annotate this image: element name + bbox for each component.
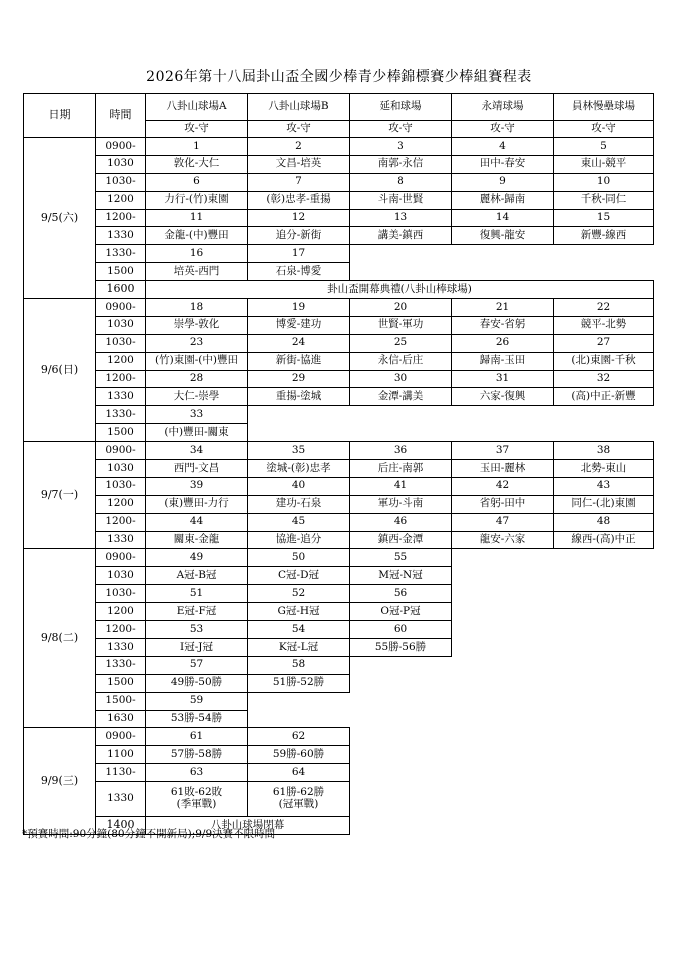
game-number: 43: [554, 477, 654, 495]
game-number: 25: [350, 334, 452, 352]
matchup-teams: 重揚-塗城: [275, 390, 322, 403]
game-number: 19: [248, 299, 350, 317]
game-number: 15: [554, 209, 654, 227]
game-number: 49: [146, 549, 248, 567]
game-number: 47: [452, 513, 554, 531]
empty-area: [452, 585, 654, 621]
matchup: [452, 352, 554, 370]
date-cell: 9/9(三): [24, 728, 96, 835]
matchup-teams: 斗南-世賢: [377, 193, 424, 206]
matchup-teams: 55勝-56勝: [374, 640, 427, 653]
matchup-teams: 金龍-(中)豐田: [164, 229, 229, 242]
game-number: 5: [554, 138, 654, 156]
game-number: 28: [146, 370, 248, 388]
matchup: [146, 495, 248, 513]
matchup-teams: 61敗-62敗: [170, 786, 223, 799]
time-start: 1330-: [96, 245, 146, 263]
venue-header: 延和球場: [350, 94, 452, 121]
game-number: 30: [350, 370, 452, 388]
date-cell: 9/6(日): [24, 299, 96, 442]
matchup: [248, 352, 350, 370]
time-start: 1030-: [96, 477, 146, 495]
matchup-teams: 新街-協進: [275, 354, 322, 367]
time-start: 0900-: [96, 728, 146, 746]
side-label: 攻-守: [452, 121, 554, 138]
time-start: 1200-: [96, 621, 146, 639]
matchup-teams: 省躬-田中: [479, 497, 526, 510]
matchup: [350, 316, 452, 334]
matchup-teams: 玉田-麗林: [479, 461, 526, 474]
game-number: 34: [146, 442, 248, 460]
matchup-teams: 講美-鎮西: [377, 229, 424, 242]
time-start: 1030-: [96, 334, 146, 352]
match-type: (季軍戰): [176, 798, 217, 811]
matchup-teams: 龍安-六家: [479, 533, 526, 546]
matchup: [350, 155, 452, 173]
matchup: [146, 263, 248, 281]
matchup-teams: 軍功-斗南: [377, 497, 424, 510]
matchup-teams: 東山-競平: [580, 157, 627, 170]
game-number: 42: [452, 477, 554, 495]
matchup: [452, 388, 554, 406]
game-number: 29: [248, 370, 350, 388]
matchup: [248, 263, 350, 281]
game-number: 6: [146, 173, 248, 191]
matchup: [248, 191, 350, 209]
matchup-teams: 新豐-線西: [580, 229, 627, 242]
matchup-teams: G冠-H冠: [277, 604, 320, 617]
time-end: 1330: [96, 638, 146, 656]
venue-header: 八卦山球場B: [248, 94, 350, 121]
matchup-teams: 培英-西門: [173, 264, 220, 277]
matchup: [350, 191, 452, 209]
matchup: [146, 388, 248, 406]
game-number: 41: [350, 477, 452, 495]
time-start: 1030-: [96, 173, 146, 191]
time-start: 1330-: [96, 406, 146, 424]
matchup: [554, 316, 654, 334]
matchup: [350, 638, 452, 656]
time-end: 1030: [96, 155, 146, 173]
matchup-teams: 田中-春安: [479, 157, 526, 170]
game-number: 16: [146, 245, 248, 263]
matchup-teams: 敦化-大仁: [173, 157, 220, 170]
matchup: [350, 495, 452, 513]
matchup: [554, 388, 654, 406]
game-number: 8: [350, 173, 452, 191]
matchup-teams: 53勝-54勝: [170, 712, 223, 725]
matchup-teams: 大仁-崇學: [173, 390, 220, 403]
game-number: 52: [248, 585, 350, 603]
matchup-teams: M冠-N冠: [378, 568, 423, 581]
game-number: 59: [146, 692, 248, 710]
matchup-teams: 金潭-講美: [377, 390, 424, 403]
game-number: 48: [554, 513, 654, 531]
game-number: 4: [452, 138, 554, 156]
game-number: 35: [248, 442, 350, 460]
matchup-teams: A冠-B冠: [176, 568, 217, 581]
game-number: 9: [452, 173, 554, 191]
game-number: 31: [452, 370, 554, 388]
matchup-teams: 59勝-60勝: [272, 747, 325, 760]
matchup-teams: 崇學-敦化: [173, 318, 220, 331]
game-number: 51: [146, 585, 248, 603]
game-number: 58: [248, 656, 350, 674]
time-start: 0900-: [96, 549, 146, 567]
matchup: [248, 531, 350, 549]
time-header: 時間: [96, 94, 146, 138]
game-number: 63: [146, 764, 248, 782]
game-number: 3: [350, 138, 452, 156]
matchup-teams: 南郭-永信: [377, 157, 424, 170]
time-start: 1030-: [96, 585, 146, 603]
matchup-teams: 57勝-58勝: [170, 747, 223, 760]
date-header: 日期: [24, 94, 96, 138]
empty-area: [452, 621, 654, 657]
matchup-teams: 世賢-軍功: [377, 318, 424, 331]
game-number: 26: [452, 334, 554, 352]
matchup: [146, 460, 248, 478]
matchup: [554, 155, 654, 173]
page-title: 2026年第十八屆卦山盃全國少棒青少棒錦標賽少棒組賽程表: [146, 69, 532, 85]
empty-area: [350, 656, 654, 692]
matchup: [350, 567, 452, 585]
matchup-teams: 博愛-建功: [275, 318, 322, 331]
matchup: [248, 388, 350, 406]
matchup-teams: 競平-北勢: [580, 318, 627, 331]
matchup-teams: O冠-P冠: [380, 604, 421, 617]
time-start: 1330-: [96, 656, 146, 674]
matchup: [146, 191, 248, 209]
matchup: [248, 674, 350, 692]
game-number: 38: [554, 442, 654, 460]
matchup-teams: (北)東園-千秋: [571, 354, 636, 367]
game-number: 55: [350, 549, 452, 567]
time-end: 1030: [96, 567, 146, 585]
matchup-teams: 關東-金龍: [173, 533, 220, 546]
matchup-teams: 北勢-東山: [580, 461, 627, 474]
matchup: [452, 531, 554, 549]
game-number: 32: [554, 370, 654, 388]
matchup-teams: 歸南-玉田: [479, 354, 526, 367]
game-number: 2: [248, 138, 350, 156]
matchup: [350, 460, 452, 478]
matchup: [554, 531, 654, 549]
venue-header: 八卦山球場A: [146, 94, 248, 121]
matchup-teams: 追分-新街: [275, 229, 322, 242]
time-start: 1130-: [96, 764, 146, 782]
empty-area: [248, 692, 654, 728]
side-label: 攻-守: [554, 121, 654, 138]
game-number: 11: [146, 209, 248, 227]
time-start: 1200-: [96, 209, 146, 227]
match-type: (冠軍戰): [278, 798, 319, 811]
matchup-teams: 49勝-50勝: [170, 676, 223, 689]
event-cell: 卦山盃開幕典禮(八卦山棒球場): [146, 281, 654, 299]
time-end: 1200: [96, 603, 146, 621]
date-cell: 9/7(一): [24, 442, 96, 549]
matchup-teams: 線西-(高)中正: [571, 533, 636, 546]
game-number: 20: [350, 299, 452, 317]
matchup: [554, 227, 654, 245]
date-cell: 9/8(二): [24, 549, 96, 728]
matchup: [452, 495, 554, 513]
matchup-teams: 建功-石泉: [275, 497, 322, 510]
matchup-teams: 千秋-同仁: [580, 193, 627, 206]
time-end: 1200: [96, 191, 146, 209]
matchup-teams: 春安-省躬: [479, 318, 526, 331]
game-number: 50: [248, 549, 350, 567]
matchup: [350, 352, 452, 370]
game-number: 21: [452, 299, 554, 317]
date-cell: 9/5(六): [24, 138, 96, 299]
time-end: 1030: [96, 460, 146, 478]
time-start: 0900-: [96, 299, 146, 317]
game-number: 40: [248, 477, 350, 495]
game-number: 14: [452, 209, 554, 227]
matchup: [146, 638, 248, 656]
matchup: [452, 191, 554, 209]
game-number: 12: [248, 209, 350, 227]
matchup: [350, 388, 452, 406]
matchup-teams: 石泉-博愛: [275, 264, 322, 277]
empty-area: [350, 728, 654, 764]
matchup-teams: (彰)忠孝-重揚: [266, 193, 331, 206]
time-end: 1330: [96, 227, 146, 245]
time-cell: 1600: [96, 281, 146, 299]
game-number: 54: [248, 621, 350, 639]
time-end: 1200: [96, 352, 146, 370]
matchup: [350, 603, 452, 621]
side-label: 攻-守: [248, 121, 350, 138]
matchup: [452, 316, 554, 334]
time-end: 1030: [96, 316, 146, 334]
matchup: [554, 191, 654, 209]
matchup-teams: 塗城-(彰)忠孝: [266, 461, 331, 474]
empty-area: [350, 245, 654, 281]
game-number: 33: [146, 406, 248, 424]
game-number: 17: [248, 245, 350, 263]
time-end: 1100: [96, 746, 146, 764]
time-start: 0900-: [96, 442, 146, 460]
matchup: [452, 460, 554, 478]
matchup-teams: 鎮西-金潭: [377, 533, 424, 546]
game-number: 27: [554, 334, 654, 352]
time-end: 1330: [96, 782, 146, 817]
matchup: [146, 674, 248, 692]
game-number: 23: [146, 334, 248, 352]
empty-area: [248, 406, 654, 442]
time-start: 1500-: [96, 692, 146, 710]
matchup: [146, 155, 248, 173]
footnote: *預賽時間:90分鐘(80分鐘不開新局);9/9決賽不限時間: [22, 828, 276, 840]
time-end: 1500: [96, 674, 146, 692]
matchup: [248, 495, 350, 513]
matchup-teams: (東)豐田-力行: [164, 497, 229, 510]
matchup-teams: I冠-J冠: [180, 640, 213, 653]
game-number: 10: [554, 173, 654, 191]
matchup: [452, 227, 554, 245]
matchup-teams: (竹)東園-(中)豐田: [155, 354, 238, 367]
time-end: 1330: [96, 388, 146, 406]
game-number: 45: [248, 513, 350, 531]
game-number: 62: [248, 728, 350, 746]
time-end: 1630: [96, 710, 146, 728]
empty-area: [452, 549, 654, 585]
matchup: [554, 352, 654, 370]
matchup-teams: C冠-D冠: [277, 568, 319, 581]
time-start: 1200-: [96, 513, 146, 531]
game-number: 57: [146, 656, 248, 674]
matchup-teams: 61勝-62勝: [272, 786, 325, 799]
matchup-teams: 文昌-培英: [275, 157, 322, 170]
matchup-teams: 復興-龍安: [479, 229, 526, 242]
event-cell: 八卦山球場閉幕: [146, 817, 350, 835]
game-number: 61: [146, 728, 248, 746]
game-number: 13: [350, 209, 452, 227]
game-number: 7: [248, 173, 350, 191]
matchup-teams: 后庄-南郭: [377, 461, 424, 474]
matchup-teams: 麗林-歸南: [479, 193, 526, 206]
time-end: 1500: [96, 424, 146, 442]
matchup-teams: 51勝-52勝: [272, 676, 325, 689]
time-start: 1200-: [96, 370, 146, 388]
game-number: 64: [248, 764, 350, 782]
game-number: 56: [350, 585, 452, 603]
matchup-teams: 六家-復興: [479, 390, 526, 403]
matchup: [554, 460, 654, 478]
game-number: 24: [248, 334, 350, 352]
matchup: [146, 567, 248, 585]
game-number: 39: [146, 477, 248, 495]
matchup: [554, 495, 654, 513]
matchup-teams: (高)中正-新豐: [571, 390, 636, 403]
game-number: 36: [350, 442, 452, 460]
matchup-teams: 力行-(竹)東園: [164, 193, 229, 206]
matchup-teams: 西門-文昌: [173, 461, 220, 474]
game-number: 37: [452, 442, 554, 460]
time-cell: 1400: [96, 817, 146, 835]
matchup: [248, 567, 350, 585]
game-number: 1: [146, 138, 248, 156]
matchup: [350, 531, 452, 549]
matchup: [146, 746, 248, 764]
matchup-teams: 永信-后庄: [377, 354, 424, 367]
matchup: [248, 316, 350, 334]
time-end: 1330: [96, 531, 146, 549]
matchup-teams: 同仁-(北)東園: [571, 497, 636, 510]
game-number: 53: [146, 621, 248, 639]
matchup: [248, 782, 350, 817]
matchup: [248, 603, 350, 621]
matchup-teams: E冠-F冠: [176, 604, 217, 617]
time-start: 0900-: [96, 138, 146, 156]
venue-header: 永靖球場: [452, 94, 554, 121]
matchup: [452, 155, 554, 173]
matchup: [248, 155, 350, 173]
empty-area: [350, 764, 654, 817]
matchup: [146, 316, 248, 334]
side-label: 攻-守: [350, 121, 452, 138]
matchup: [146, 227, 248, 245]
matchup: [146, 782, 248, 817]
matchup: [146, 424, 248, 442]
matchup-teams: K冠-L冠: [278, 640, 319, 653]
empty-area: [350, 817, 654, 835]
matchup: [146, 352, 248, 370]
game-number: 44: [146, 513, 248, 531]
side-label: 攻-守: [146, 121, 248, 138]
matchup: [248, 460, 350, 478]
matchup-teams: 協進-追分: [275, 533, 322, 546]
game-number: 60: [350, 621, 452, 639]
game-number: 46: [350, 513, 452, 531]
time-end: 1200: [96, 495, 146, 513]
game-number: 18: [146, 299, 248, 317]
game-number: 22: [554, 299, 654, 317]
matchup: [350, 227, 452, 245]
matchup: [248, 746, 350, 764]
matchup: [248, 638, 350, 656]
matchup: [248, 227, 350, 245]
matchup: [146, 531, 248, 549]
schedule-table: [23, 93, 654, 835]
matchup: [146, 603, 248, 621]
venue-header: 員林慢壘球場: [554, 94, 654, 121]
time-end: 1500: [96, 263, 146, 281]
matchup: [146, 710, 248, 728]
matchup-teams: (中)豐田-關東: [164, 425, 229, 438]
